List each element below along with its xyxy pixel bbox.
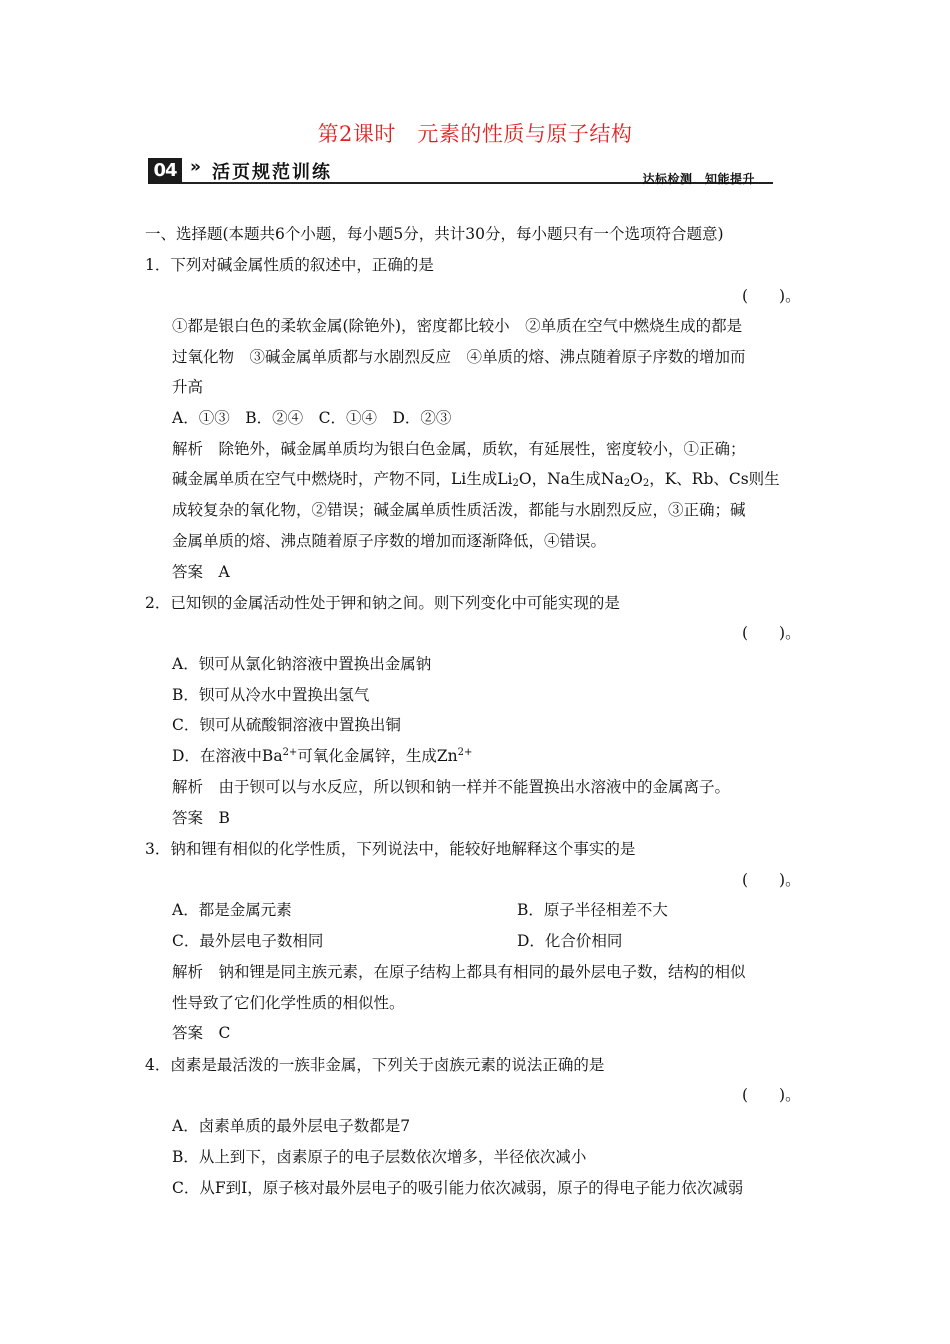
- q1-body-line: ①都是银白色的柔软金属(除铯外)，密度都比较小 ②单质在空气中燃烧生成的都是: [172, 317, 743, 335]
- q3-option-c: C．最外层电子数相同: [172, 932, 324, 950]
- q1-stem: 1．下列对碱金属性质的叙述中，正确的是: [145, 256, 434, 274]
- q3-explanation-line: 性导致了它们化学性质的相似性。: [172, 994, 405, 1012]
- chevron-icon: »: [190, 157, 201, 177]
- section-number-badge: 04: [148, 158, 182, 184]
- q4-option-a: A．卤素单质的最外层电子数都是7: [172, 1117, 411, 1135]
- q1-options: A．①③ B．②④ C．①④ D．②③: [172, 409, 452, 427]
- q1-explanation-line: 碱金属单质在空气中燃烧时，产物不同，Li生成$Li_2O$，Na生成$Na_2O_2$，K、Rb、Cs则生: [172, 470, 780, 489]
- q3-answer-blank: ( )。: [742, 871, 801, 889]
- q1-body-line: 过氧化物 ③碱金属单质都与水剧烈反应 ④单质的熔、沸点随着原子序数的增加而: [172, 348, 746, 366]
- q2-answer: 答案 B: [172, 809, 230, 827]
- q3-option-a: A．都是金属元素: [172, 901, 292, 919]
- q1-body-line: 升高: [172, 378, 204, 396]
- q4-option-c: C．从F到I，原子核对最外层电子的吸引能力依次减弱，原子的得电子能力依次减弱: [172, 1179, 744, 1197]
- q2-option-a: A．钡可从氯化钠溶液中置换出金属钠: [172, 655, 432, 673]
- section-banner: [148, 152, 773, 192]
- q4-stem: 4．卤素是最活泼的一族非金属，下列关于卤族元素的说法正确的是: [145, 1056, 605, 1074]
- q1-answer-blank: ( )。: [742, 287, 801, 305]
- q2-explanation: 解析 由于钡可以与水反应，所以钡和钠一样并不能置换出水溶液中的金属离子。: [172, 778, 731, 796]
- q1-explanation-line: 成较复杂的氧化物，②错误；碱金属单质性质活泼，都能与水剧烈反应，③正确；碱: [172, 501, 746, 519]
- section-subtitle: 达标检测 知能提升: [642, 172, 755, 186]
- q3-option-b: B．原子半径相差不大: [517, 901, 668, 919]
- q2-option-c: C．钡可从硫酸铜溶液中置换出铜: [172, 716, 401, 734]
- instructions: 一、选择题(本题共6个小题，每小题5分，共计30分，每小题只有一个选项符合题意): [145, 225, 724, 243]
- q1-answer: 答案 A: [172, 563, 230, 581]
- section-title: 活页规范训练: [212, 162, 332, 183]
- q3-explanation-line: 解析 钠和锂是同主族元素，在原子结构上都具有相同的最外层电子数，结构的相似: [172, 963, 746, 981]
- q3-answer: 答案 C: [172, 1024, 231, 1042]
- page-title: 第2课时 元素的性质与原子结构: [317, 122, 633, 146]
- q4-option-b: B．从上到下，卤素原子的电子层数依次增多，半径依次减小: [172, 1148, 587, 1166]
- q2-option-d: D．在溶液中$Ba^{2+}$可氧化金属锌，生成$Zn^{2+}$: [172, 747, 473, 765]
- q4-answer-blank: ( )。: [742, 1086, 801, 1104]
- q2-stem: 2．已知钡的金属活动性处于钾和钠之间。则下列变化中可能实现的是: [145, 594, 620, 612]
- q2-answer-blank: ( )。: [742, 624, 801, 642]
- q3-option-d: D．化合价相同: [517, 932, 623, 950]
- q2-option-b: B．钡可从冷水中置换出氢气: [172, 686, 370, 704]
- q1-explanation-line: 解析 除铯外，碱金属单质均为银白色金属，质软，有延展性，密度较小，①正确；: [172, 440, 746, 458]
- q1-explanation-line: 金属单质的熔、沸点随着原子序数的增加而逐渐降低，④错误。: [172, 532, 607, 550]
- q3-stem: 3．钠和锂有相似的化学性质，下列说法中，能较好地解释这个事实的是: [145, 840, 636, 858]
